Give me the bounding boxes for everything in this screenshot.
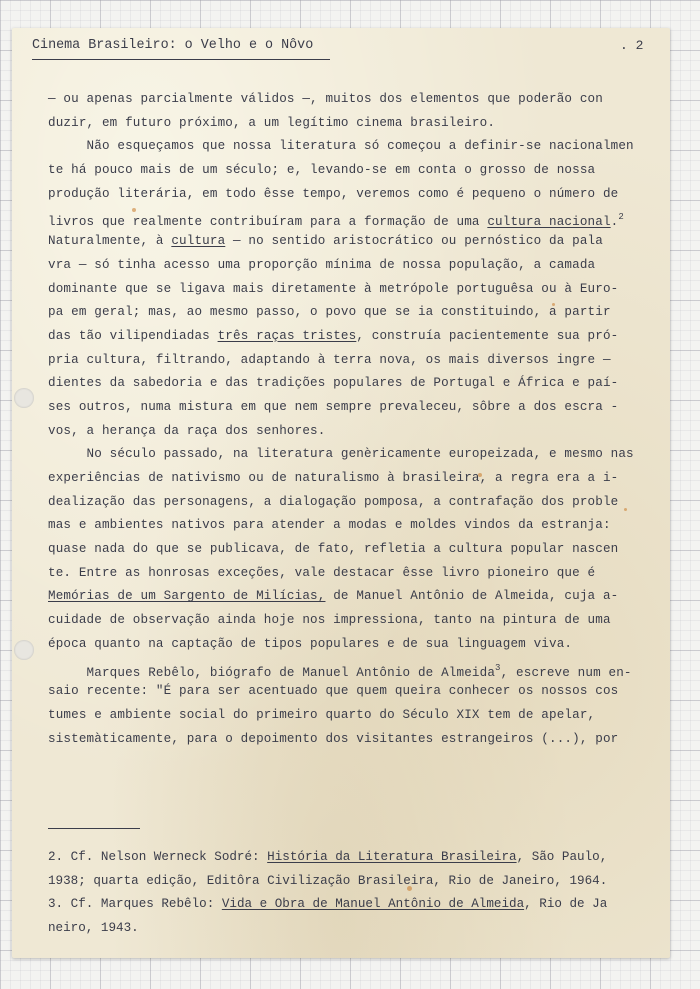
text-run: vra — só tinha acesso uma proporção mínima de nossa população, a camada	[48, 257, 596, 272]
text-run: , construía pacientemente sua pró-	[356, 328, 619, 343]
text-run: ses outros, numa mistura em que nem sempre prevaleceu, sôbre a dos escra -	[48, 399, 619, 414]
body-line	[48, 325, 648, 349]
footnote-line	[48, 893, 648, 917]
text-run: 1938; quarta edição, Editôra Civilização Brasileira, Rio de Janeiro, 1964.	[48, 873, 608, 888]
text-run: de Manuel Antônio de Almeida, cuja a-	[325, 589, 619, 604]
text-run: cuidade de observação ainda hoje nos impressiona, tanto na pintura de uma	[48, 613, 611, 628]
body-text	[48, 88, 648, 751]
footnote-marker: 2	[618, 212, 624, 223]
punch-hole	[14, 640, 34, 660]
text-run: Naturalmente, à	[48, 234, 172, 249]
text-run: dominante que se ligava mais diretamente à metrópole portuguêsa ou à Euro-	[48, 281, 619, 296]
text-run: , São Paulo,	[516, 850, 608, 864]
text-run: 2. Cf. Nelson Werneck Sodré:	[48, 850, 268, 864]
page-number: . 2	[620, 38, 644, 53]
body-line	[48, 278, 648, 302]
text-run: das tão vilipendiadas	[48, 328, 218, 343]
text-run: duzir, em futuro próximo, a um legítimo cinema brasileiro.	[48, 115, 496, 130]
underlined-title: cultura	[171, 234, 226, 249]
text-run: te. Entre as honrosas exceções, vale destacar êsse livro pioneiro que é	[48, 565, 596, 580]
body-line	[48, 562, 648, 586]
body-line	[48, 349, 648, 373]
text-run: experiências de nativismo ou de naturalismo à brasileira, a regra era a i-	[48, 471, 619, 485]
body-line	[48, 112, 648, 136]
body-line	[48, 680, 648, 704]
body-line	[48, 514, 648, 538]
text-run: Marques Rebêlo, biógrafo de Manuel Antônio de Almeida	[48, 665, 496, 680]
text-run: Não esqueçamos que nossa literatura só começou a definir-se nacionalmen	[48, 139, 634, 154]
text-run: No século passado, na literatura genèricamente europeizada, e mesmo nas	[48, 447, 634, 462]
text-run: sistemàticamente, para o depoimento dos visitantes estrangeiros (...), por	[48, 731, 619, 746]
body-line	[48, 88, 648, 112]
text-run: dealização das personagens, a dialogação pomposa, a contrafação dos proble	[48, 494, 619, 509]
body-line	[48, 254, 648, 278]
text-run: 3. Cf. Marques Rebêlo:	[48, 897, 222, 912]
text-run: pa em geral; mas, ao mesmo passo, o povo que se ia constituindo, a partir	[48, 305, 611, 320]
footnote-marker: 3	[495, 662, 501, 673]
text-run: , escreve num en-	[500, 665, 632, 680]
body-line	[48, 396, 648, 420]
footnote-line	[48, 846, 648, 870]
body-line	[48, 609, 648, 633]
body-line	[48, 538, 648, 562]
text-run: dientes da sabedoria e das tradições populares de Portugal e África e paí-	[48, 376, 619, 391]
text-run: neiro, 1943.	[48, 921, 139, 936]
text-run: , Rio de Ja	[524, 897, 608, 912]
footnotes	[48, 846, 648, 941]
underlined-title: três raças tristes	[217, 328, 357, 343]
body-line	[48, 633, 648, 657]
header-underline	[32, 59, 330, 60]
text-run: tumes e ambiente social do primeiro quarto do Século XIX tem de apelar,	[48, 707, 596, 722]
text-run: .	[610, 215, 619, 230]
body-line	[48, 230, 648, 254]
body-line	[48, 206, 648, 230]
footnote-line	[48, 870, 648, 894]
body-line	[48, 301, 648, 325]
footnote-separator	[48, 828, 140, 829]
footnote-line	[48, 917, 648, 941]
text-run: vos, a herança da raça dos senhores.	[48, 423, 326, 438]
body-line	[48, 135, 648, 159]
running-header: Cinema Brasileiro: o Velho e o Nôvo	[32, 38, 314, 53]
body-line	[48, 657, 648, 681]
body-line	[48, 443, 648, 467]
text-run: livros que realmente contribuíram para a formação de uma	[48, 215, 488, 230]
body-line	[48, 159, 648, 183]
text-run: mas e ambientes nativos para atender a modas e moldes vindos da estranja:	[48, 518, 611, 533]
text-run: produção literária, em todo êsse tempo, veremos como é pequeno o número de	[48, 186, 619, 201]
body-line	[48, 491, 648, 515]
underlined-title: Memórias de um Sargento de Milícias,	[48, 589, 326, 604]
body-line	[48, 585, 648, 609]
body-line	[48, 728, 648, 752]
body-line	[48, 704, 648, 728]
body-line	[48, 372, 648, 396]
text-run: quase nada do que se publicava, de fato, refletia a cultura popular nascen	[48, 542, 619, 557]
underlined-title: História da Literatura Brasileira	[267, 850, 517, 864]
text-run: época quanto na captação de tipos populares e de sua linguagem viva.	[48, 636, 573, 651]
punch-hole	[14, 388, 34, 408]
body-line	[48, 420, 648, 444]
underlined-title: Vida e Obra de Manuel Antônio de Almeida	[221, 897, 525, 912]
text-run: — ou apenas parcialmente válidos —, muitos dos elementos que poderão con	[48, 92, 603, 106]
text-run: saio recente: "É para ser acentuado que quem queira conhecer os nossos cos	[48, 684, 619, 699]
text-run: pria cultura, filtrando, adaptando à terra nova, os mais diversos ingre —	[48, 352, 611, 367]
text-run: te há pouco mais de um século; e, levando-se em conta o grosso de nossa	[48, 163, 596, 178]
text-run: — no sentido aristocrático ou pernóstico da pala	[225, 234, 603, 249]
body-line	[48, 467, 648, 491]
body-line	[48, 183, 648, 207]
underlined-title: cultura nacional	[487, 215, 611, 230]
